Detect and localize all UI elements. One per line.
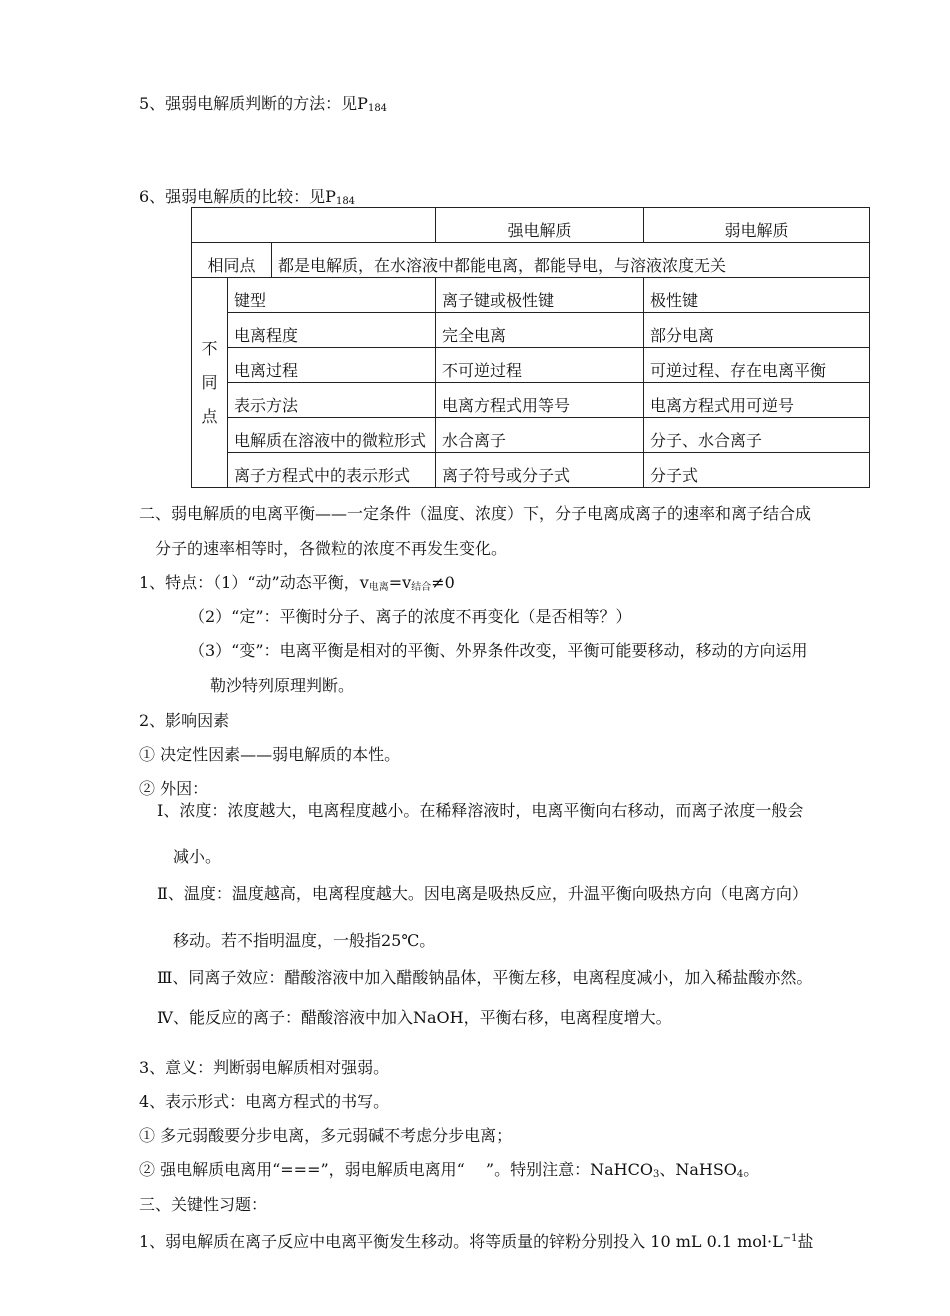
row-item: 表示方法 [228,383,436,418]
row-strong: 水合离子 [436,418,644,453]
comparison-table [191,207,870,488]
table-row [192,348,870,383]
table-row [192,383,870,418]
question-1-tail: 盐 [797,1232,814,1251]
diff-label [192,278,228,488]
feature-1-ne: ≠0 [431,573,455,592]
feature-3-line1: （3）“变”：电离平衡是相对的平衡、外界条件改变，平衡可能要移动，移动的方向运用 [189,641,808,660]
part2-line1: 二、弱电解质的电离平衡——一定条件（温度、浓度）下，分子电离成离子的速率和离子结合成 [139,504,812,523]
factor-external: ② 外因： [139,779,209,798]
row-weak: 分子、水合离子 [644,418,870,453]
table-row [192,313,870,348]
same-text: 都是电解质，在水溶液中都能电离，都能导电，与溶液浓度无关 [272,243,870,278]
row-weak: 分子式 [644,453,870,488]
diff-label-char: 同 [201,372,218,392]
form-rule-2-sub: 4 [736,1169,744,1180]
feature-1-sub-combine: 结合 [411,582,432,593]
form-title: 4、表示形式：电离方程式的书写。 [139,1092,390,1111]
meaning: 3、意义：判断弱电解质相对强弱。 [139,1058,390,1077]
form-rule-2-text: ② 强电解质电离用“===”，弱电解质电离用“ ”。特别注意：NaHCO [139,1160,653,1179]
same-label: 相同点 [192,243,272,278]
feature-1-text: 1、特点：（1）“动”动态平衡，v [139,573,369,592]
feature-1-eq: =v [388,573,412,592]
row-item: 电离程度 [228,313,436,348]
feature-3-line2: 勒沙特列原理判断。 [210,676,355,695]
form-rule-2-sub: 3 [652,1169,660,1180]
row-strong: 完全电离 [436,313,644,348]
form-rule-2-text-b: 、NaHSO [659,1160,737,1179]
factors-title: 2、影响因素 [139,711,230,730]
row-weak: 电离方程式用可逆号 [644,383,870,418]
row-item: 电离过程 [228,348,436,383]
table-header-empty [192,208,436,243]
factor-reactive-ion: Ⅳ、能反应的离子：醋酸溶液中加入NaOH，平衡右移，电离程度增大。 [157,1008,672,1027]
table-row [192,278,870,313]
question-1 [139,1228,814,1253]
part2-line2: 分子的速率相等时，各微粒的浓度不再发生变化。 [155,539,508,558]
row-strong: 电离方程式用等号 [436,383,644,418]
row-weak: 部分电离 [644,313,870,348]
row-strong: 离子符号或分子式 [436,453,644,488]
question-1-text: 1、弱电解质在离子反应中电离平衡发生移动。将等质量的锌粉分别投入 10 mL 0.1 mol·L [139,1232,783,1251]
row-item: 离子方程式中的表示形式 [228,453,436,488]
diff-label-char: 点 [201,406,218,426]
row-weak: 极性键 [644,278,870,313]
row-item: 键型 [228,278,436,313]
factor-temperature-line2: 移动。若不指明温度，一般指25℃。 [173,931,436,950]
table-row [192,453,870,488]
diff-label-char: 不 [201,338,218,358]
section-6-page: 184 [335,196,356,207]
section-5 [139,93,387,120]
table-header-weak: 弱电解质 [644,208,870,243]
form-rule-2-text-c: 。 [743,1160,760,1179]
table-row [192,418,870,453]
feature-1-sub-ionize: 电离 [368,582,389,593]
factor-temperature-line1: Ⅱ、温度：温度越高，电离程度越大。因电离是吸热反应，升温平衡向吸热方向（电离方向） [157,884,808,903]
feature-1 [139,572,455,599]
section-5-text: 5、强弱电解质判断的方法：见P [139,94,368,113]
row-strong: 不可逆过程 [436,348,644,383]
question-1-sup: −1 [782,1233,798,1244]
form-rule-2 [139,1159,759,1186]
table-same-row [192,243,870,278]
table-header-row [192,208,870,243]
form-rule-1: ① 多元弱酸要分步电离，多元弱碱不考虑分步电离； [139,1126,513,1145]
table-header-strong: 强电解质 [436,208,644,243]
section-6-text: 6、强弱电解质的比较：见P [139,187,336,206]
part3-title: 三、关键性习题： [139,1195,268,1214]
factor-common-ion: Ⅲ、同离子效应：醋酸溶液中加入醋酸钠晶体，平衡左移，电离程度减小，加入稀盐酸亦然。 [157,968,813,987]
row-strong: 离子键或极性键 [436,278,644,313]
feature-2: （2）“定”：平衡时分子、离子的浓度不再变化（是否相等？） [189,607,632,626]
section-5-page: 184 [367,103,388,114]
factor-internal: ① 决定性因素——弱电解质的本性。 [139,745,401,764]
row-item: 电解质在溶液中的微粒形式 [228,418,436,453]
factor-concentration-line2: 减小。 [173,847,222,866]
row-weak: 可逆过程、存在电离平衡 [644,348,870,383]
factor-concentration-line1: Ⅰ、浓度：浓度越大，电离程度越小。在稀释溶液时，电离平衡向右移动，而离子浓度一般会 [157,801,804,820]
